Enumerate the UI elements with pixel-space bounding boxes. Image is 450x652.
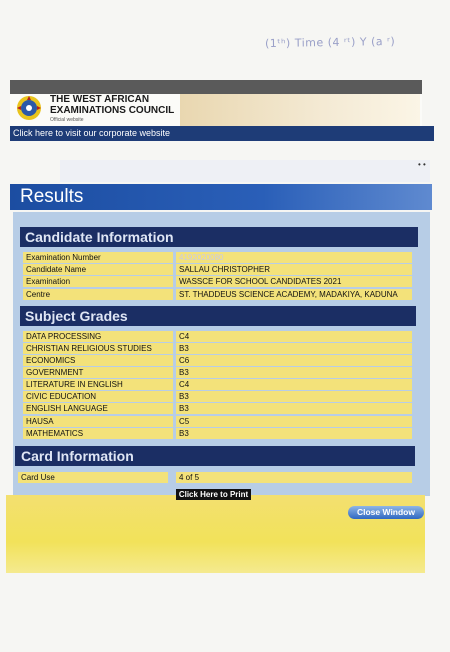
org-subtitle: Official website bbox=[50, 117, 84, 123]
candidate-name-value: SALLAU CHRISTOPHER bbox=[176, 264, 412, 275]
centre-label: Centre bbox=[23, 289, 173, 300]
examination-value: WASSCE FOR SCHOOL CANDIDATES 2021 bbox=[176, 276, 412, 287]
subject-row: HAUSA bbox=[23, 416, 173, 427]
grade-cell: B3 bbox=[176, 403, 412, 414]
candidate-info-title: Candidate Information bbox=[25, 229, 174, 245]
card-use-value: 4 of 5 bbox=[176, 472, 412, 483]
waec-logo-icon bbox=[14, 94, 44, 122]
subject-row: LITERATURE IN ENGLISH bbox=[23, 379, 173, 390]
examination-label: Examination bbox=[23, 276, 173, 287]
subject-row: CIVIC EDUCATION bbox=[23, 391, 173, 402]
grade-cell: C4 bbox=[176, 331, 412, 342]
grade-cell: B3 bbox=[176, 391, 412, 402]
page-title: Results bbox=[20, 186, 84, 207]
header-banner-image bbox=[180, 94, 420, 126]
centre-value: ST. THADDEUS SCIENCE ACADEMY, MADAKIYA, KADUNA bbox=[176, 289, 412, 300]
dots-decoration: • • bbox=[418, 160, 426, 169]
subject-row: GOVERNMENT bbox=[23, 367, 173, 378]
card-use-label: Card Use bbox=[18, 472, 168, 483]
print-button[interactable]: Click Here to Print bbox=[176, 489, 251, 500]
subject-grades-title: Subject Grades bbox=[25, 308, 128, 324]
faint-banner bbox=[60, 160, 430, 182]
grade-cell: B3 bbox=[176, 428, 412, 439]
grade-cell: B3 bbox=[176, 343, 412, 354]
subject-row: MATHEMATICS bbox=[23, 428, 173, 439]
subject-row: CHRISTIAN RELIGIOUS STUDIES bbox=[23, 343, 173, 354]
close-window-button[interactable]: Close Window bbox=[348, 506, 424, 519]
corporate-website-link[interactable]: Click here to visit our corporate website bbox=[13, 128, 171, 138]
exam-number-value: 4192020080 bbox=[176, 252, 412, 263]
handwritten-note: (1ᵗʰ) Time (4 ʳᵗ) Y (a ʳ) bbox=[264, 34, 396, 51]
subject-row: ECONOMICS bbox=[23, 355, 173, 366]
subject-row: DATA PROCESSING bbox=[23, 331, 173, 342]
grade-cell: C6 bbox=[176, 355, 412, 366]
grade-cell: B3 bbox=[176, 367, 412, 378]
candidate-name-label: Candidate Name bbox=[23, 264, 173, 275]
org-name: THE WEST AFRICAN EXAMINATIONS COUNCIL bbox=[50, 94, 175, 116]
grade-cell: C4 bbox=[176, 379, 412, 390]
grade-cell: C5 bbox=[176, 416, 412, 427]
subject-row: ENGLISH LANGUAGE bbox=[23, 403, 173, 414]
card-info-title: Card Information bbox=[21, 448, 134, 464]
header-top-bar bbox=[10, 80, 422, 94]
exam-number-label: Examination Number bbox=[23, 252, 173, 263]
